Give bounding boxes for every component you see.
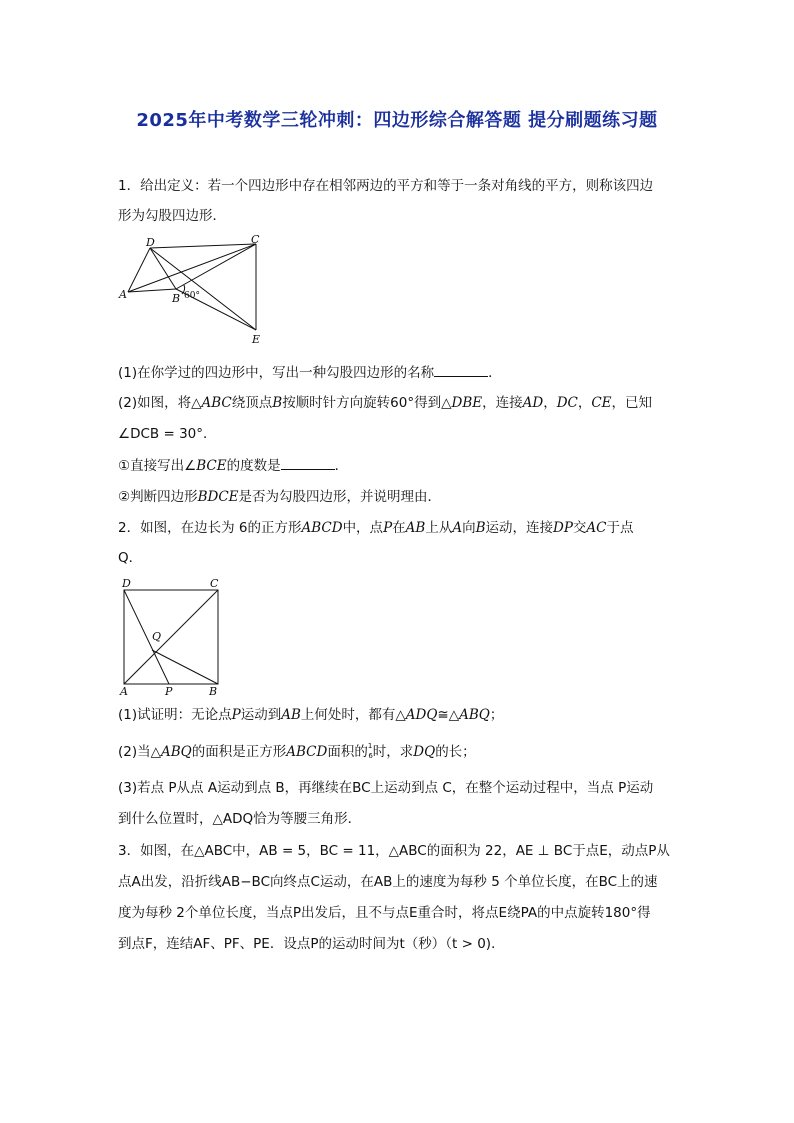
page-title: 2025年中考数学三轮冲刺：四边形综合解答题 提分刷题练习题 [136, 110, 658, 131]
q1-line1: 1．给出定义：若一个四边形中存在相邻两边的平方和等于一条对角线的平方，则称该四边 [118, 178, 654, 194]
q2-part3-line2: 到什么位置时，△ADQ恰为等腰三角形． [118, 811, 362, 827]
q1-line2: 形为勾股四边形． [118, 208, 226, 224]
q2-part2: (2)当△ABQ的面积是正方形ABCD面积的$^1$6时，求DQ的长； [118, 742, 476, 760]
q2-number: 2． [118, 520, 141, 536]
q3-line1: 3．如图，在△ABC中，AB = 5，BC = 11，△ABC的面积为 22，AE ⊥ BC于点E，动点P从 [118, 843, 670, 859]
q1-label-c: C [251, 234, 260, 246]
q1-sub1: ①直接写出∠BCE的度数是 ． [118, 458, 349, 474]
q1-sub2: ②判断四边形BDCE是否为勾股四边形，并说明理由． [118, 489, 442, 505]
q1-part2: (2)如图，将△ABC绕顶点B按顺时针方向旋转60°得到△DBE，连接AD，DC，CE，已知 [118, 395, 653, 411]
q2-label-b: B [209, 685, 218, 698]
q1-label-d: D [146, 236, 155, 249]
q2-label-p: P [165, 685, 173, 698]
q1-part2-condition: ∠DCB = 30°． [118, 426, 217, 442]
q2-label-c: C [210, 577, 219, 590]
q2-label-q: Q [152, 630, 162, 643]
q3-number: 3． [118, 843, 141, 859]
q2-part3-line1: (3)若点 P从点 A运动到点 B，再继续在BC上运动到点 C，在整个运动过程中，当点 P运动 [118, 780, 654, 796]
q1-label-e: E [252, 333, 261, 346]
fraction-numerator: 1 [367, 742, 373, 750]
answer-blank[interactable] [434, 364, 488, 377]
q2-line2: Q． [118, 550, 143, 566]
q2-part1: (1)试证明：无论点P运动到AB上何处时，都有△ADQ≅△ABQ； [118, 707, 504, 723]
q1-label-a: A [119, 288, 127, 301]
answer-blank[interactable] [281, 457, 335, 470]
q1-label-b: B [172, 292, 181, 305]
q2-line1: 2．如图，在边长为 6的正方形ABCD中，点P在AB上从A向B运动，连接DP交AC于点 [118, 520, 634, 536]
q3-line3: 度为每秒 2个单位长度，当点P出发后，且不与点E重合时，将点E绕PA的中点旋转180°得 [118, 905, 651, 921]
q3-line4: 到点F，连结AF、PF、PE．设点P的运动时间为t（秒）（t > 0)． [118, 936, 505, 952]
fraction-denominator: 6 [368, 752, 373, 760]
q2-label-d: D [122, 577, 131, 590]
q1-number: 1． [118, 178, 141, 194]
q2-label-a: A [120, 685, 128, 698]
q1-label-angle: 60° [184, 291, 200, 301]
q2-figure [116, 574, 228, 698]
q3-line2: 点A出发，沿折线AB−BC向终点C运动，在AB上的速度为每秒 5 个单位长度，在BC上的速 [118, 874, 658, 890]
q1-figure [118, 234, 268, 349]
q1-part1: (1)在你学过的四边形中，写出一种勾股四边形的名称 ． [118, 365, 502, 381]
